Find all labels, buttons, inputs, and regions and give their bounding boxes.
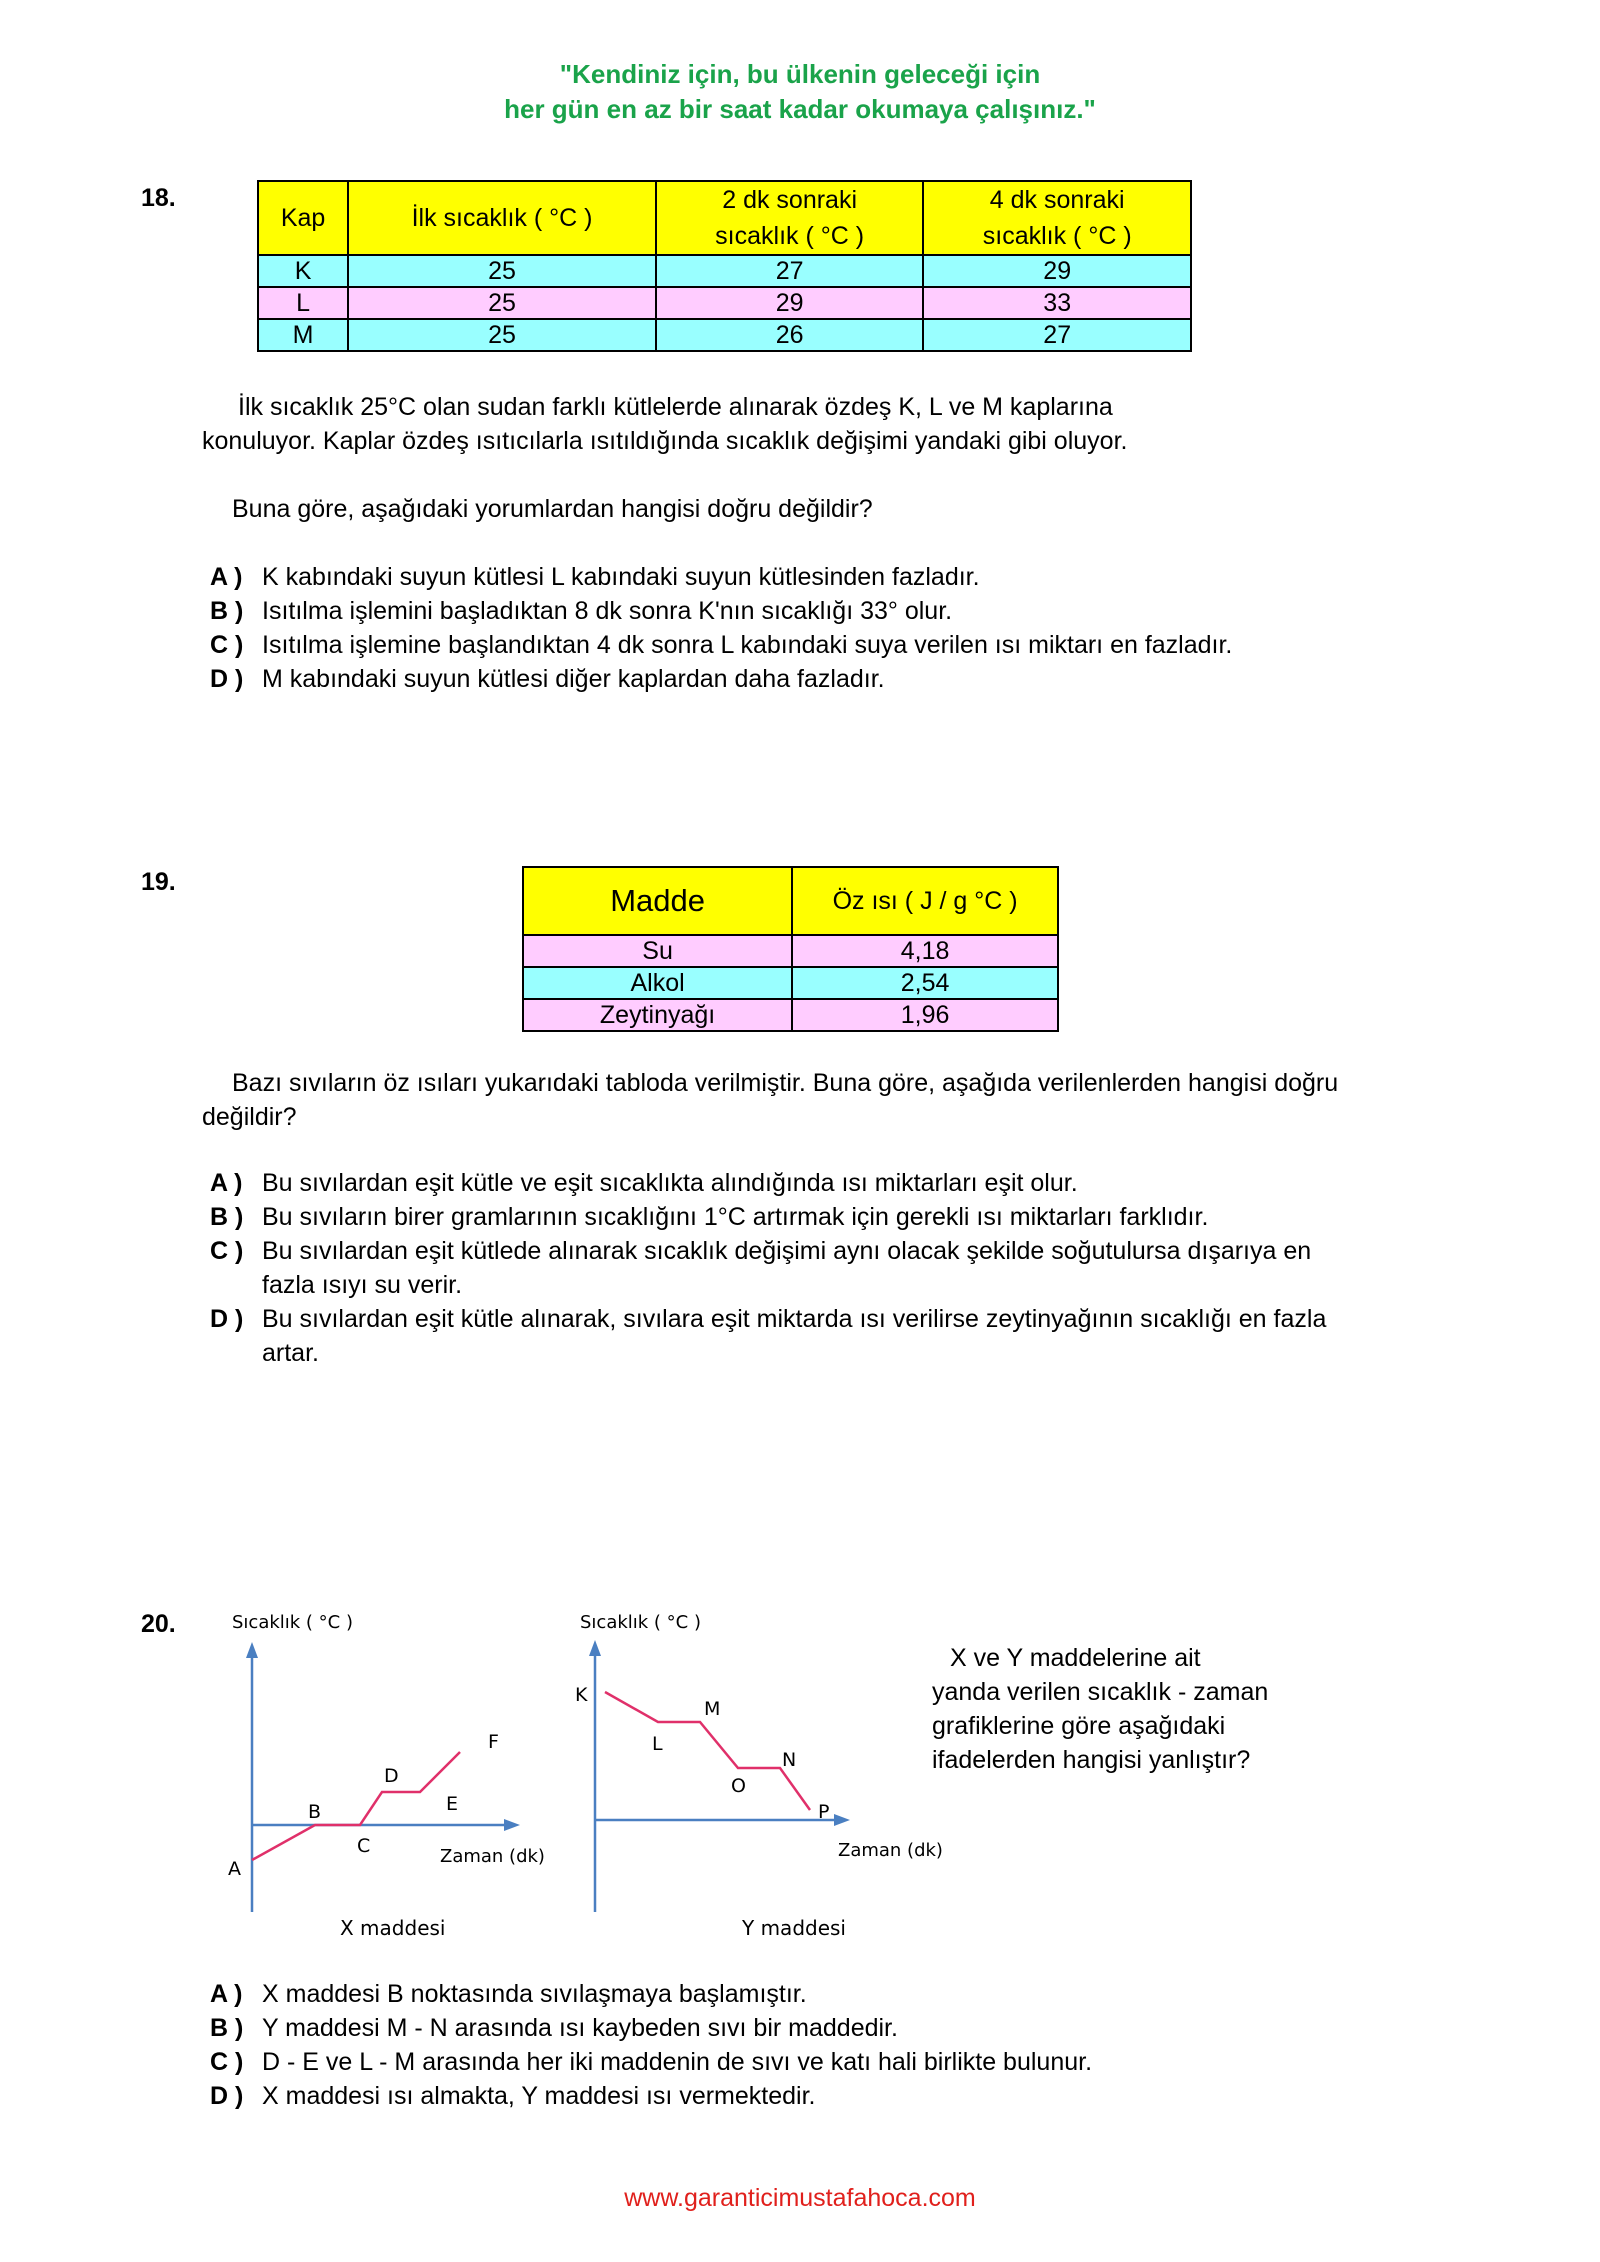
option-text-line1: Bu sıvılardan eşit kütle alınarak, sıvılara eşit miktarda ısı verilirse zeytinyağının sıcaklığı en fazla — [262, 1305, 1327, 1333]
option-text-line2: artar. — [262, 1339, 319, 1367]
option-text: K kabındaki suyun kütlesi L kabındaki suyun kütlesinden fazladır. — [262, 563, 980, 591]
q18-header-2dk — [656, 181, 924, 255]
q18-header-4dk — [923, 181, 1191, 255]
option-text: Isıtılma işlemine başlandıktan 4 dk sonra L kabındaki suya verilen ısı miktarı en fazladır. — [262, 631, 1233, 659]
table-cell: 29 — [923, 255, 1191, 287]
q18-header-2dk-line2: sıcaklık ( °C ) — [715, 222, 865, 250]
option-text: Bu sıvıların birer gramlarının sıcaklığını 1°C artırmak için gerekli ısı miktarları farklıdır. — [262, 1203, 1209, 1231]
point-label-f: F — [488, 1731, 499, 1753]
footer-link[interactable]: www.garanticimustafahoca.com — [624, 2184, 976, 2212]
option-text: X maddesi ısı almakta, Y maddesi ısı vermektedir. — [262, 2082, 816, 2110]
table-cell: 33 — [923, 287, 1191, 319]
table-row — [523, 967, 1058, 999]
graph-x-ylabel: Sıcaklık ( °C ) — [232, 1612, 353, 1633]
option-letter: A ) — [210, 563, 243, 591]
option-text-line1: Bu sıvılardan eşit kütlede alınarak sıcaklık değişimi aynı olacak şekilde soğutulursa dışarıya en — [262, 1237, 1312, 1265]
q20-side-text — [932, 1641, 1268, 1777]
quote-line-1: "Kendiniz için, bu ülkenin geleceği için — [559, 59, 1041, 89]
option-text: D - E ve L - M arasında her iki maddenin de sıvı ve katı hali birlikte bulunur. — [262, 2048, 1093, 2076]
arrow-right-icon — [504, 1819, 520, 1831]
graph-y-caption: Y maddesi — [742, 1916, 846, 1940]
q18-paragraph-line1: İlk sıcaklık 25°C olan sudan farklı kütlelerde alınarak özdeş K, L ve M kaplarına — [238, 393, 1113, 421]
option-letter: B ) — [210, 597, 244, 625]
point-label-b: B — [308, 1801, 322, 1823]
point-label-l: L — [652, 1733, 663, 1755]
graph-x-curve — [252, 1752, 460, 1860]
q19-header-madde: Madde — [523, 867, 792, 935]
option-text: X maddesi B noktasında sıvılaşmaya başlamıştır. — [262, 1980, 807, 2008]
table-cell: M — [258, 319, 348, 351]
q18-header-2dk-line1: 2 dk sonraki — [722, 186, 858, 214]
table-cell: 25 — [348, 287, 656, 319]
point-label-a: A — [228, 1858, 241, 1880]
table-cell: 27 — [656, 255, 924, 287]
table-cell: K — [258, 255, 348, 287]
q20-side-text-line3: grafiklerine göre aşağıdaki — [932, 1712, 1226, 1740]
arrow-right-icon — [834, 1814, 850, 1826]
option-letter: D ) — [210, 1305, 244, 1333]
option-letter: A ) — [210, 1169, 243, 1197]
header-quote — [0, 57, 1600, 127]
table-cell: 25 — [348, 255, 656, 287]
option-letter: B ) — [210, 1203, 244, 1231]
q19-paragraph-line1: Bazı sıvıların öz ısıları yukarıdaki tabloda verilmiştir. Buna göre, aşağıda verilenlerden hangisi doğru — [232, 1069, 1339, 1097]
question-number-19: 19. — [141, 868, 176, 896]
q18-header-ilk: İlk sıcaklık ( °C ) — [348, 181, 656, 255]
point-label-e: E — [446, 1793, 459, 1815]
point-label-m: M — [704, 1698, 721, 1720]
table-cell: 4,18 — [792, 935, 1058, 967]
question-number-20: 20. — [141, 1610, 176, 1638]
option-text: Bu sıvılardan eşit kütle ve eşit sıcaklıkta alındığında ısı miktarları eşit olur. — [262, 1169, 1078, 1197]
quote-line-2: her gün en az bir saat kadar okumaya çalışınız." — [504, 94, 1096, 124]
option-text — [262, 1302, 1502, 1370]
point-label-p: P — [818, 1801, 830, 1823]
table-row — [523, 935, 1058, 967]
option-text: Y maddesi M - N arasında ısı kaybeden sıvı bir maddedir. — [262, 2014, 898, 2042]
arrow-up-icon — [589, 1640, 601, 1656]
point-label-n: N — [782, 1749, 797, 1771]
question-number-18: 18. — [141, 184, 176, 212]
option-text: M kabındaki suyun kütlesi diğer kaplardan daha fazladır. — [262, 665, 885, 693]
q18-paragraph-line2: konuluyor. Kaplar özdeş ısıtıcılarla ısıtıldığında sıcaklık değişimi yandaki gibi oluyor. — [202, 427, 1128, 455]
graph-y-ylabel: Sıcaklık ( °C ) — [580, 1612, 701, 1633]
arrow-up-icon — [246, 1642, 258, 1658]
point-label-o: O — [731, 1775, 746, 1797]
table-row — [258, 319, 1191, 351]
point-label-k: K — [575, 1684, 588, 1706]
table-cell: Alkol — [523, 967, 792, 999]
table-cell: 1,96 — [792, 999, 1058, 1031]
graph-x-caption: X maddesi — [340, 1916, 446, 1940]
option-text-line2: fazla ısıyı su verir. — [262, 1271, 463, 1299]
option-text — [262, 1234, 1502, 1302]
point-label-d: D — [384, 1765, 399, 1787]
option-letter: C ) — [210, 631, 244, 659]
option-letter: C ) — [210, 1237, 244, 1265]
table-cell: 27 — [923, 319, 1191, 351]
q18-header-kap: Kap — [258, 181, 348, 255]
q18-header-4dk-line2: sıcaklık ( °C ) — [982, 222, 1132, 250]
option-letter: B ) — [210, 2014, 244, 2042]
option-letter: D ) — [210, 2082, 244, 2110]
q19-table — [522, 866, 1059, 1032]
table-cell: 2,54 — [792, 967, 1058, 999]
table-cell: Su — [523, 935, 792, 967]
table-cell: 26 — [656, 319, 924, 351]
table-cell: Zeytinyağı — [523, 999, 792, 1031]
table-cell: 29 — [656, 287, 924, 319]
table-cell: 25 — [348, 319, 656, 351]
graph-x-maddesi — [220, 1600, 550, 1960]
q20-side-text-line1: X ve Y maddelerine ait — [950, 1644, 1201, 1672]
q20-side-text-line2: yanda verilen sıcaklık - zaman — [932, 1678, 1269, 1706]
graph-y-xlabel: Zaman (dk) — [838, 1840, 943, 1861]
q19-header-ozisi: Öz ısı ( J / g °C ) — [792, 867, 1058, 935]
table-row — [523, 999, 1058, 1031]
option-text: Isıtılma işlemini başladıktan 8 dk sonra K'nın sıcaklığı 33° olur. — [262, 597, 953, 625]
option-letter: C ) — [210, 2048, 244, 2076]
table-row — [258, 255, 1191, 287]
point-label-c: C — [357, 1835, 371, 1857]
option-letter: D ) — [210, 665, 244, 693]
table-row — [258, 287, 1191, 319]
q19-paragraph-line2: değildir? — [202, 1103, 297, 1131]
table-cell: L — [258, 287, 348, 319]
graph-x-xlabel: Zaman (dk) — [440, 1846, 545, 1867]
graph-y-maddesi — [570, 1600, 950, 1960]
q18-header-4dk-line1: 4 dk sonraki — [989, 186, 1125, 214]
q18-table — [257, 180, 1192, 352]
option-letter: A ) — [210, 1980, 243, 2008]
q20-side-text-line4: ifadelerden hangisi yanlıştır? — [932, 1746, 1251, 1774]
q18-question: Buna göre, aşağıdaki yorumlardan hangisi doğru değildir? — [232, 495, 873, 523]
